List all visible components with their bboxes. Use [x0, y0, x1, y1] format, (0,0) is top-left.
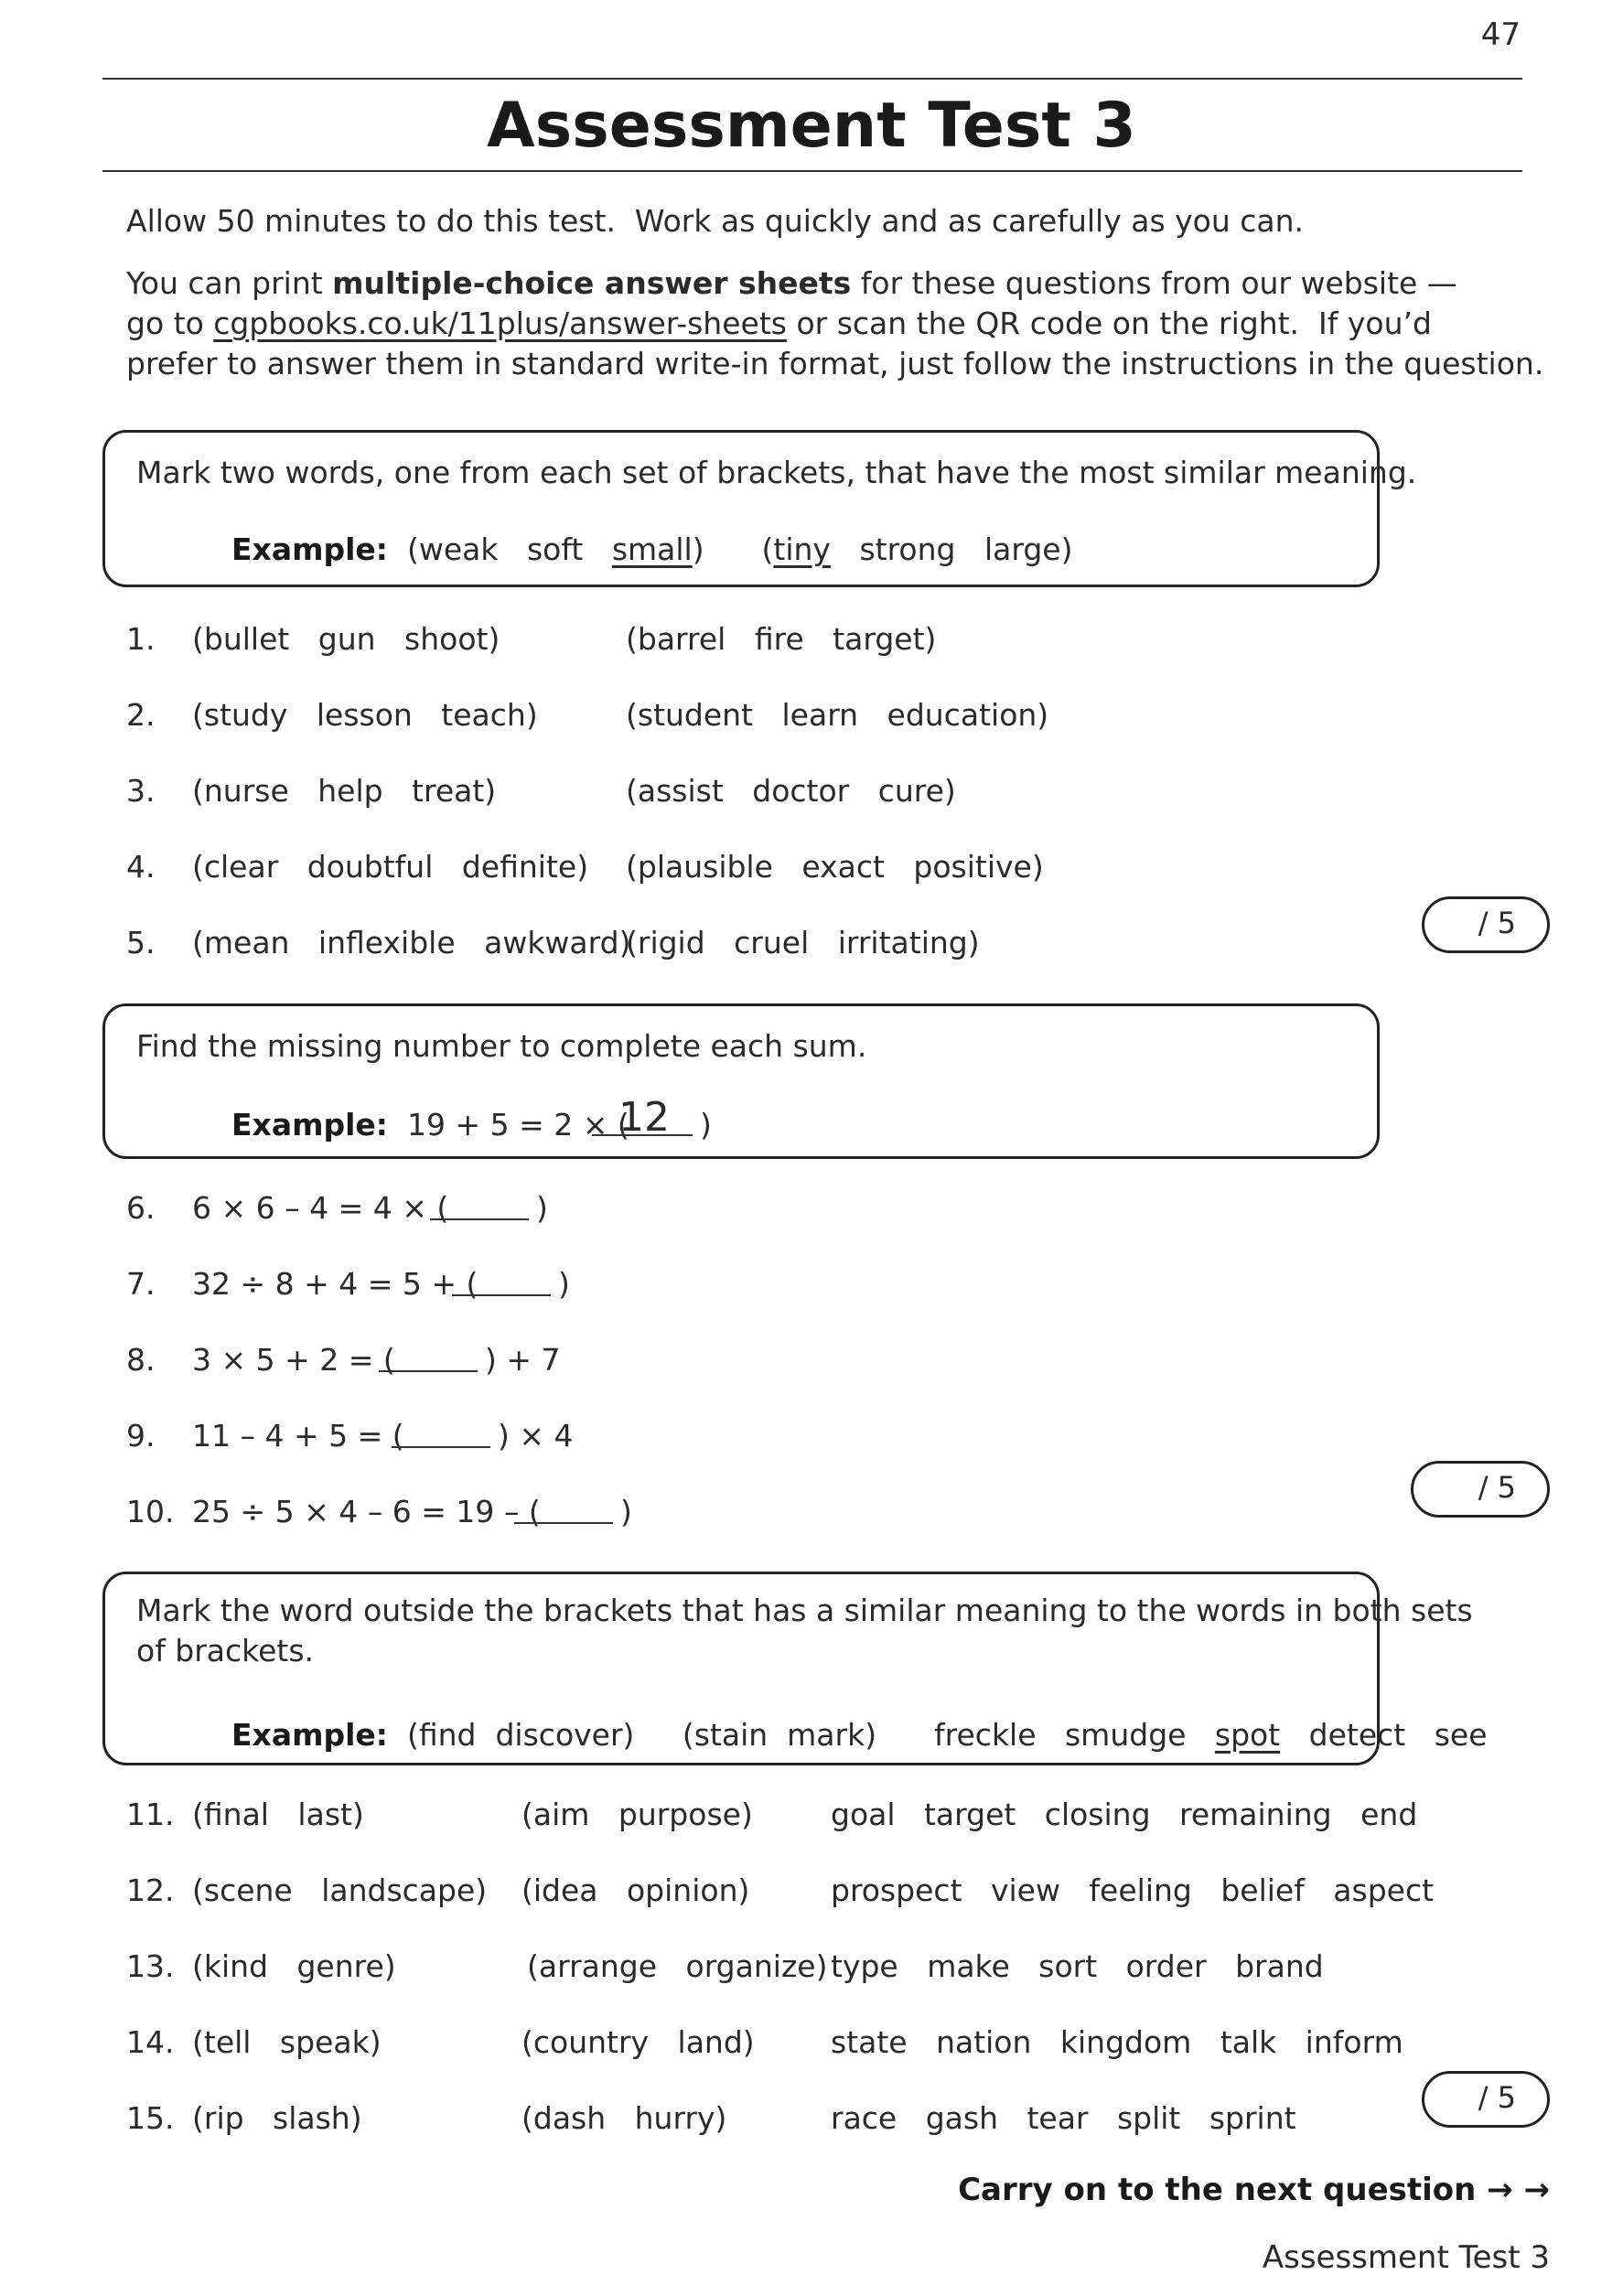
section1-example: Example: (weak soft small) (tiny strong large) [231, 531, 1073, 567]
header-rule-bottom [102, 170, 1522, 172]
page-number: 47 [1480, 16, 1521, 53]
intro-time: Allow 50 minutes to do this test. Work as quickly and as carefully as you can. [126, 203, 1305, 239]
section3-score-box: / 5 [1422, 2071, 1550, 2128]
section1-instruction-box [102, 430, 1417, 587]
question-1-set2[interactable]: (barrel fire target) [626, 621, 937, 657]
question-7-sum-end: ) [558, 1266, 570, 1302]
question-8-sum-end: ) + 7 [485, 1342, 561, 1378]
answer-sheets-link[interactable]: cgpbooks.co.uk/11plus/answer-sheets [213, 306, 787, 341]
question-3-set2[interactable]: (assist doctor cure) [626, 773, 956, 809]
question-14-set2: (country land) [521, 2024, 755, 2060]
question-4-set1[interactable]: (clear doubtful definite) [192, 849, 589, 885]
question-6-sum: 6 × 6 – 4 = 4 × ( [192, 1190, 449, 1226]
question-9-sum: 11 – 4 + 5 = ( [192, 1418, 404, 1454]
question-3-set1[interactable]: (nurse help treat) [192, 773, 497, 809]
question-1-number: 1. [126, 621, 156, 657]
question-4-number: 4. [126, 849, 156, 885]
question-15-number: 15. [126, 2100, 175, 2136]
question-15-set2: (dash hurry) [521, 2100, 727, 2136]
question-4-set2[interactable]: (plausible exact positive) [626, 849, 1044, 885]
question-13-number: 13. [126, 1948, 175, 1984]
question-15-set1: (rip slash) [192, 2100, 362, 2136]
question-7-answer-blank[interactable] [452, 1294, 551, 1296]
question-11-set2: (aim purpose) [521, 1797, 753, 1832]
question-2-set2[interactable]: (student learn education) [626, 697, 1049, 733]
intro-write-in: prefer to answer them in standard write-in format, just follow the instructions in the question. [126, 346, 1544, 381]
question-8-sum: 3 × 5 + 2 = ( [192, 1342, 395, 1378]
question-1-set1[interactable]: (bullet gun shoot) [192, 621, 500, 657]
question-10-answer-blank[interactable] [514, 1522, 613, 1524]
question-2-set1[interactable]: (study lesson teach) [192, 697, 538, 733]
section3-example: Example: (find discover) (stain mark) freckle smudge spot detect see [231, 1717, 1488, 1753]
intro-link-line: go to cgpbooks.co.uk/11plus/answer-sheets or scan the QR code on the right. If you’d [126, 306, 1432, 341]
question-8-answer-blank[interactable] [379, 1370, 478, 1372]
question-14-set1: (tell speak) [192, 2024, 382, 2060]
question-7-sum: 32 ÷ 8 + 4 = 5 + ( [192, 1266, 478, 1302]
question-11-options[interactable]: goal target closing remaining end [831, 1797, 1418, 1832]
question-12-number: 12. [126, 1872, 175, 1908]
section3-instruction-line1: Mark the word outside the brackets that has a similar meaning to the words in both sets [136, 1593, 1473, 1628]
question-10-sum: 25 ÷ 5 × 4 – 6 = 19 – ( [192, 1494, 541, 1529]
answer-sheets-bold: multiple-choice answer sheets [332, 265, 852, 301]
question-10-sum-end: ) [620, 1494, 632, 1529]
question-14-number: 14. [126, 2024, 175, 2060]
footer-test-name: Assessment Test 3 [1262, 2239, 1550, 2276]
question-11-set1: (final last) [192, 1797, 364, 1832]
question-12-set2: (idea opinion) [521, 1872, 750, 1908]
question-9-answer-blank[interactable] [392, 1446, 490, 1448]
section1-example-answer-1: small [611, 531, 693, 567]
section3-instruction-line2: of brackets. [136, 1633, 315, 1668]
question-11-number: 11. [126, 1797, 175, 1832]
question-13-options[interactable]: type make sort order brand [831, 1948, 1324, 1984]
section2-instruction-box [102, 1003, 1380, 1159]
section2-example-answer: 12 [618, 1094, 670, 1141]
section1-instruction: Mark two words, one from each set of brackets, that have the most similar meaning. [136, 455, 1417, 490]
section2-example: Example: 19 + 5 = 2 × ( [231, 1107, 629, 1143]
question-9-sum-end: ) × 4 [498, 1418, 574, 1454]
question-15-options[interactable]: race gash tear split sprint [831, 2100, 1296, 2136]
section3-example-answer: spot [1214, 1717, 1281, 1753]
question-14-options[interactable]: state nation kingdom talk inform [831, 2024, 1403, 2060]
question-6-number: 6. [126, 1190, 156, 1226]
intro-answer-sheets: You can print multiple-choice answer sheets for these questions from our website — [126, 265, 1457, 301]
question-6-answer-blank[interactable] [430, 1218, 529, 1220]
question-9-number: 9. [126, 1418, 156, 1454]
carry-on-label: Carry on to the next question → → [958, 2172, 1550, 2208]
section1-score-box: / 5 [1422, 896, 1550, 953]
page-title: Assessment Test 3 [487, 90, 1136, 162]
question-6-sum-end: ) [536, 1190, 548, 1226]
question-5-number: 5. [126, 925, 156, 960]
question-13-set1: (kind genre) [192, 1948, 396, 1984]
question-7-number: 7. [126, 1266, 156, 1302]
header-rule-top [102, 78, 1522, 80]
question-8-number: 8. [126, 1342, 156, 1378]
question-3-number: 3. [126, 773, 156, 809]
question-12-options[interactable]: prospect view feeling belief aspect [831, 1872, 1435, 1908]
question-5-set2[interactable]: (rigid cruel irritating) [626, 925, 980, 960]
section2-example-close: ) [700, 1107, 712, 1143]
section2-score-box: / 5 [1411, 1461, 1550, 1518]
question-2-number: 2. [126, 697, 156, 733]
question-13-set2: (arrange organize) [527, 1948, 828, 1984]
question-10-number: 10. [126, 1494, 175, 1529]
question-12-set1: (scene landscape) [192, 1872, 488, 1908]
section1-example-answer-2: tiny [773, 531, 831, 567]
question-5-set1[interactable]: (mean inflexible awkward) [192, 925, 631, 960]
section2-instruction: Find the missing number to complete each sum. [136, 1028, 867, 1064]
section3-instruction-box [102, 1572, 1488, 1765]
